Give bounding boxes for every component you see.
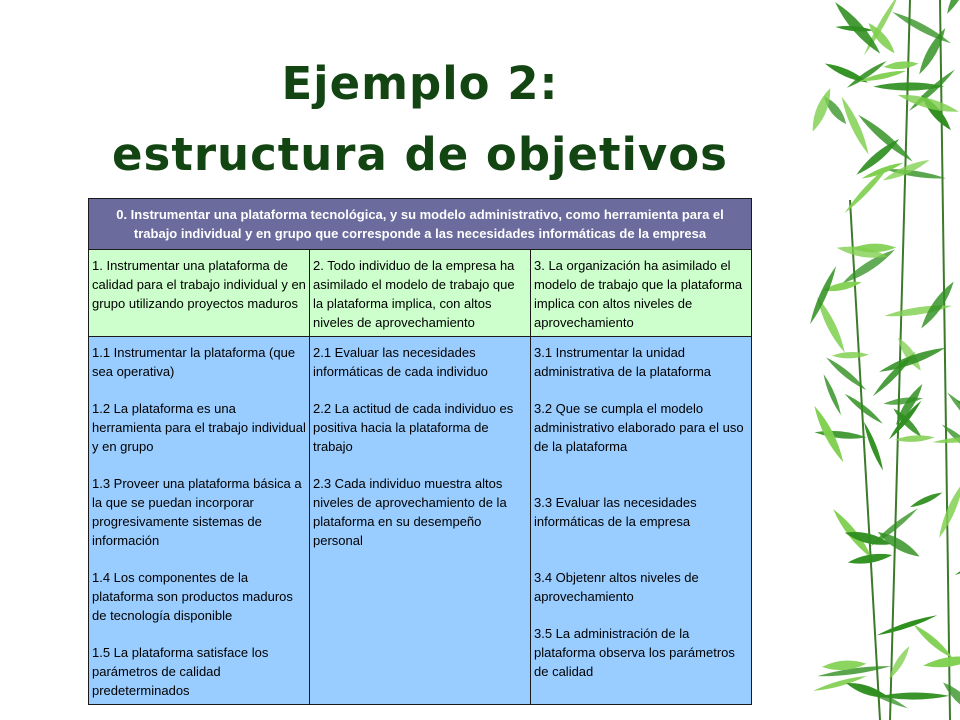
sub-objective-1-2: 1.2 La plataforma es una herramienta para el trabajo individual y en grupo <box>92 401 306 454</box>
bamboo-leaf <box>886 644 912 680</box>
sub-objectives-3 <box>531 337 752 705</box>
objective-2: 2. Todo individuo de la empresa ha asimilado el modelo de trabajo que la plataforma implica, con altos niveles de aprovechamiento <box>310 250 531 337</box>
sub-objective-1-3: 1.3 Proveer una plataforma básica a la que se puedan incorporar progresivamente sistemas de información <box>92 476 302 548</box>
objective-3: 3. La organización ha asimilado el modelo de trabajo que la plataforma implica con altos niveles de aprovechamiento <box>531 250 752 337</box>
sub-objectives-2 <box>310 337 531 705</box>
sub-objective-3-3: 3.3 Evaluar las necesidades informáticas de la empresa <box>534 495 697 529</box>
sub-objective-3-2: 3.2 Que se cumpla el modelo administrativo elaborado para el uso de la plataforma <box>534 401 744 454</box>
slide-title <box>40 48 800 190</box>
sub-objective-3-4: 3.4 Objetenr altos niveles de aprovechamiento <box>534 570 699 604</box>
level1-row <box>89 250 752 337</box>
bamboo-leaf <box>891 9 953 47</box>
sub-objective-1-5: 1.5 La plataforma satisface los parámetros de calidad predeterminados <box>92 645 269 698</box>
root-objective-row <box>89 199 752 250</box>
sub-objective-1-1: 1.1 Instrumentar la plataforma (que sea operativa) <box>92 345 296 379</box>
root-objective: 0. Instrumentar una plataforma tecnológica, y su modelo administrativo, como herramienta para el trabajo individual y en grupo que corresponde a las necesidades informáticas de la empresa <box>89 199 752 250</box>
bamboo-leaf <box>895 434 935 443</box>
bamboo-leaf <box>814 429 867 441</box>
bamboo-leaf <box>843 392 884 426</box>
sub-objective-3-1: 3.1 Instrumentar la unidad administrativa de la plataforma <box>534 345 712 379</box>
sub-objective-2-3: 2.3 Cada individuo muestra altos niveles de aprovechamiento de la plataforma en su desempeño personal <box>313 476 507 548</box>
bamboo-leaf <box>821 373 843 416</box>
sub-objective-3-5: 3.5 La administración de la plataforma observa los parámetros de calidad <box>534 626 735 679</box>
sub-objective-1-4: 1.4 Los componentes de la plataforma son productos maduros de tecnología disponible <box>92 570 293 623</box>
sub-objectives-1 <box>89 337 310 705</box>
bamboo-leaf <box>832 351 869 358</box>
bamboo-leaf <box>917 279 957 331</box>
objectives-table <box>88 198 752 705</box>
bamboo-leaf <box>823 60 869 86</box>
bamboo-leaf <box>922 653 960 670</box>
bamboo-leaf <box>883 60 919 71</box>
bamboo-leaf <box>953 539 960 578</box>
slide-title-line-2: estructura de objetivos <box>112 128 728 182</box>
level2-row <box>89 337 752 705</box>
sub-objective-2-1: 2.1 Evaluar las necesidades informáticas de cada individuo <box>313 345 488 379</box>
bamboo-leaf <box>909 490 944 510</box>
objective-1: 1. Instrumentar una plataforma de calidad para el trabajo individual y en grupo utilizando proyectos maduros <box>89 250 310 337</box>
slide-title-line-1: Ejemplo 2: <box>281 57 559 110</box>
bamboo-leaf <box>944 0 960 16</box>
bamboo-leaf <box>862 0 901 57</box>
sub-objective-2-2: 2.2 La actitud de cada individuo es positiva hacia la plataforma de trabajo <box>313 401 514 454</box>
bamboo-leaf <box>878 344 947 376</box>
bamboo-leaves-icon <box>790 0 960 720</box>
